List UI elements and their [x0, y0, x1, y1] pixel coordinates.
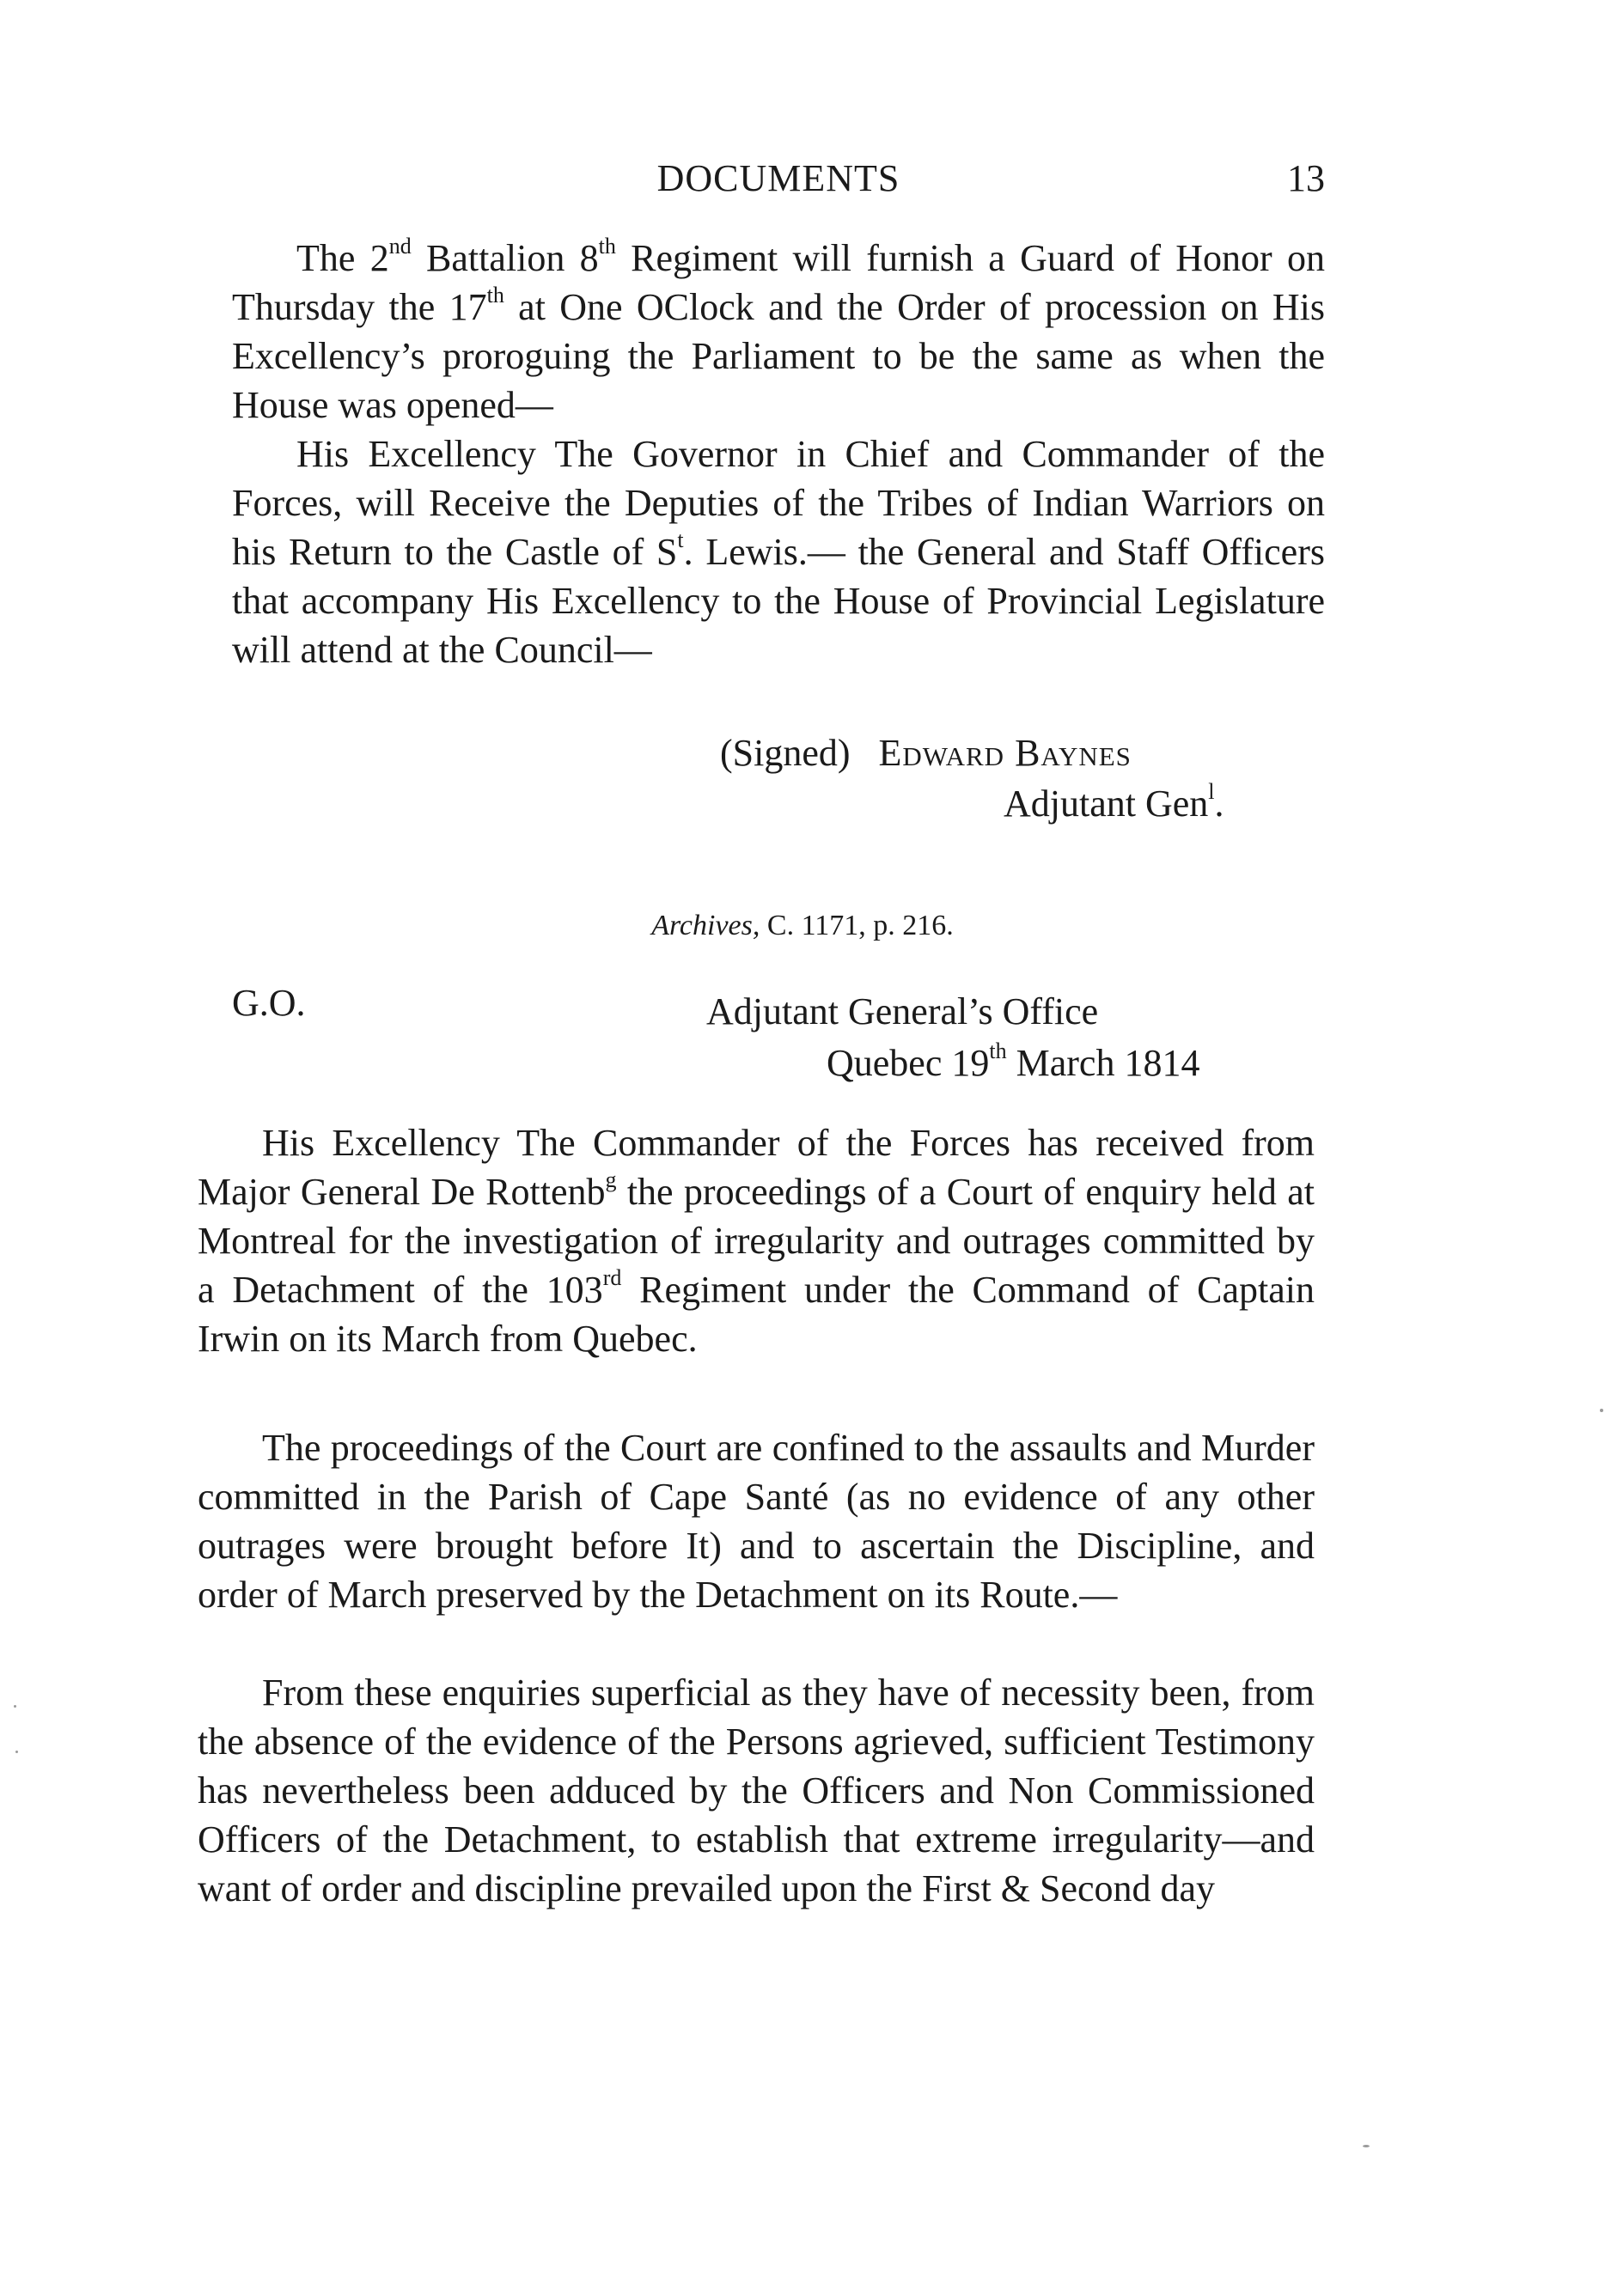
office-heading: Adjutant General’s Office — [706, 990, 1099, 1032]
text-run: His Excellency The Governor in Chief and Commander of the Forces, will Receive the Deputies of the Tribes of Indian Warriors on his Return to the Castle of S — [232, 433, 1325, 573]
text-run: Quebec 19 — [827, 1042, 990, 1084]
scan-speck — [14, 1705, 16, 1708]
date-line — [827, 1038, 1199, 1089]
text-run: Adjutant Gen — [1004, 783, 1209, 825]
order-paragraph-guard-of-honor — [232, 234, 1325, 429]
text-run: . Lewis.— the General and Staff Officers that accompany His Excellency to the House of Provincial Legislature will attend at the Council— — [232, 531, 1325, 671]
scan-speck — [1600, 1409, 1603, 1412]
general-order-label: G.O. — [232, 982, 306, 1024]
order-paragraph-enquiries: From these enquiries superficial as they have of necessity been, from the absence of the evidence of the Persons agrieved, sufficient Testimony has nevertheless been adduced by the Officers and Non Commissioned Officers of the Detachment, to establish that extreme irregularity—and want of order and discipline prevailed upon the First & Second day — [198, 1672, 1315, 1909]
text-run: . — [1214, 783, 1224, 825]
scan-speck — [15, 1751, 18, 1753]
text-run: March 1814 — [1006, 1042, 1200, 1084]
superscript: th — [486, 283, 504, 308]
superscript: th — [598, 234, 616, 259]
text-run: The 2 — [296, 237, 389, 279]
archive-citation — [0, 905, 1605, 947]
text-run: His Excellency The Commander of the Forces has received from Major General De Rottenb — [198, 1122, 1315, 1213]
superscript: l — [1208, 779, 1215, 805]
running-header — [232, 153, 1325, 204]
text-run: Regiment will furnish a Guard of Honor on Thursday the 17 — [232, 237, 1326, 328]
citation-source: Archives, — [651, 910, 760, 941]
text-run: Regiment under the Command of Captain Irwin on its March from Quebec. — [198, 1269, 1315, 1360]
text-run: the proceedings of a Court of enquiry held at Montreal for the investigation of irregularity and outrages committed by a Detachment of the 103 — [198, 1171, 1315, 1311]
superscript: g — [605, 1167, 617, 1193]
signer-title — [1004, 778, 1224, 830]
signature-line — [720, 728, 1132, 779]
signed-label: (Signed) — [720, 732, 851, 774]
order-paragraph-deputies — [232, 429, 1325, 674]
page-number: 13 — [1287, 157, 1325, 199]
signer-name: Edward Baynes — [878, 732, 1132, 774]
order-paragraph-court-of-enquiry — [198, 1118, 1315, 1363]
superscript: nd — [388, 234, 412, 259]
text-run: at One OClock and the Order of procession on His Excellency’s proroguing the Parliament to be the same as when the House was opened— — [232, 286, 1325, 426]
superscript: rd — [602, 1265, 622, 1291]
order-paragraph-proceedings: The proceedings of the Court are confined to the assaults and Murder committed in the Parish of Cape Santé (as no evidence of any other outrages were brought before It) and to ascertain the Discipline, and order of March preserved by the Detachment on its Route.— — [198, 1427, 1315, 1616]
text-run: Battalion 8 — [411, 237, 599, 279]
citation-reference: C. 1171, p. 216. — [760, 910, 954, 941]
superscript: th — [989, 1038, 1007, 1064]
superscript: t — [677, 527, 684, 553]
scan-speck — [1363, 2145, 1370, 2147]
running-title: DOCUMENTS — [656, 157, 900, 199]
